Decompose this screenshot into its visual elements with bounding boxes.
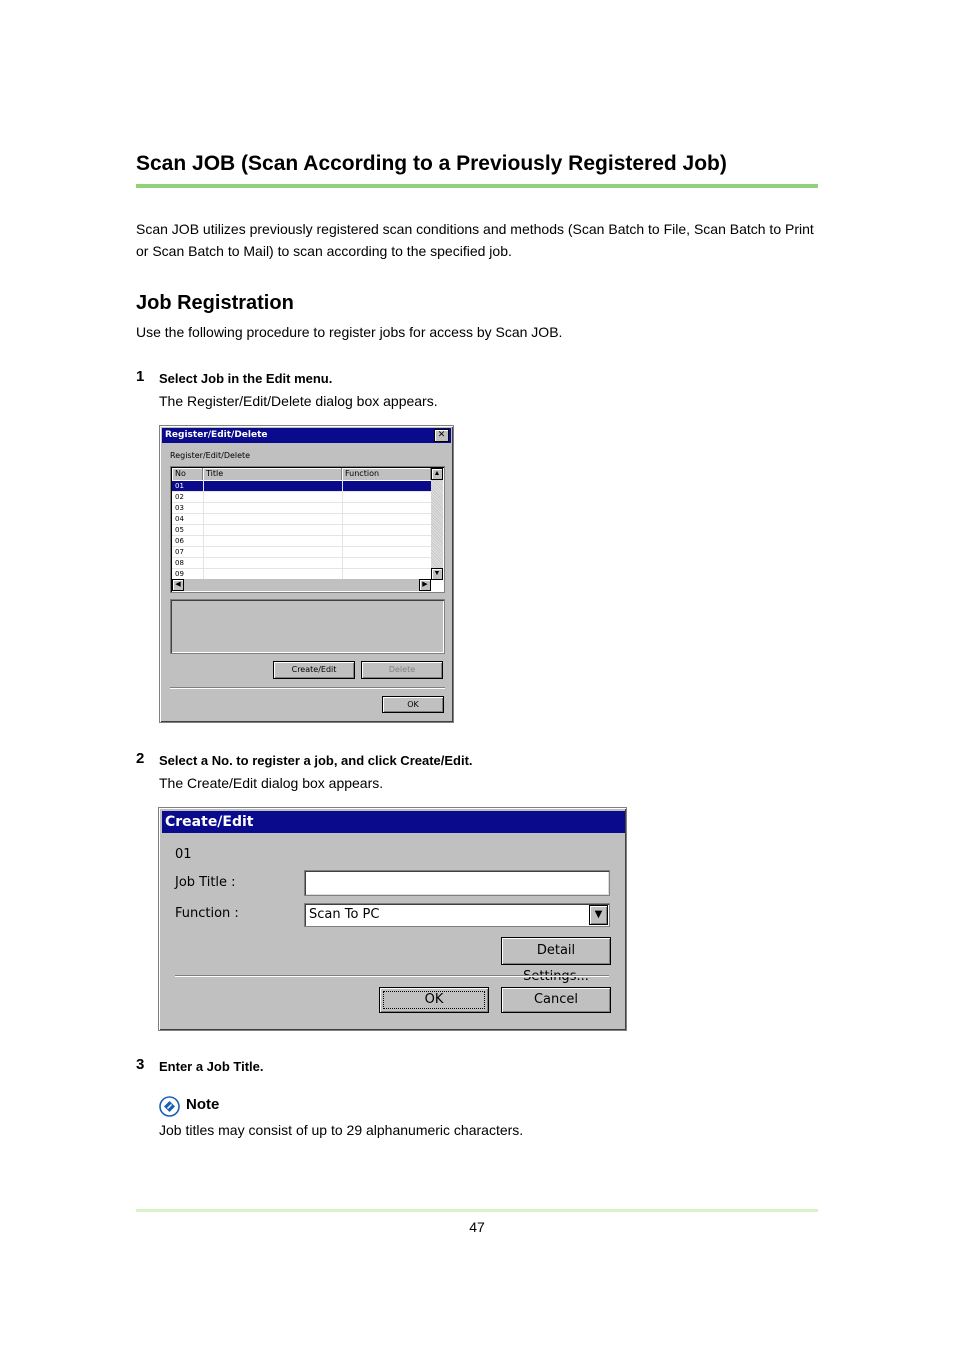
- note-text: Job titles may consist of up to 29 alphanumeric characters.: [159, 1122, 524, 1138]
- description-area: [170, 599, 445, 654]
- table-row[interactable]: [172, 503, 431, 514]
- table-row[interactable]: [172, 547, 431, 558]
- table-row[interactable]: [172, 536, 431, 547]
- section-intro: Use the following procedure to register jobs for access by Scan JOB.: [136, 324, 563, 340]
- scroll-down-icon[interactable]: ▼: [431, 568, 443, 580]
- row-number: 05: [175, 526, 184, 534]
- note-title: Note: [186, 1096, 220, 1113]
- step-description: The Create/Edit dialog box appears.: [159, 775, 384, 791]
- step-number: 1: [136, 368, 145, 385]
- job-title-label: Job Title :: [175, 875, 236, 890]
- function-label: Function :: [175, 906, 239, 921]
- heading-underline: [136, 184, 818, 188]
- detail-settings-button[interactable]: Detail: [501, 937, 611, 965]
- horizontal-scrollbar[interactable]: [172, 579, 431, 591]
- dialog-titlebar: [162, 811, 625, 833]
- cancel-button[interactable]: Cancel: [501, 987, 611, 1013]
- ok-button[interactable]: OK: [379, 987, 489, 1013]
- row-number: 04: [175, 515, 184, 523]
- scroll-right-icon[interactable]: ▶: [419, 579, 431, 591]
- page-number: 47: [469, 1219, 485, 1235]
- divider: [175, 975, 609, 977]
- row-number: 03: [175, 504, 184, 512]
- table-row[interactable]: [172, 492, 431, 503]
- page-heading: Scan JOB (Scan According to a Previously Registered Job): [136, 152, 727, 175]
- step-description: The Register/Edit/Delete dialog box appears.: [159, 393, 438, 409]
- delete-button[interactable]: Delete: [361, 661, 443, 679]
- row-number: 08: [175, 559, 184, 567]
- create-edit-dialog: [158, 807, 627, 1031]
- register-edit-delete-dialog: [159, 425, 454, 723]
- footer-rule: [136, 1209, 818, 1212]
- table-row[interactable]: [172, 481, 431, 492]
- intro-paragraph: Scan JOB utilizes previously registered scan conditions and methods (Scan Batch to File, Scan Batch to Print or Scan Batch to Mail) to scan according to the specified job.: [136, 221, 814, 259]
- dialog-title: Create/Edit: [165, 814, 254, 830]
- create-edit-button[interactable]: Create/Edit: [273, 661, 355, 679]
- ok-button[interactable]: OK: [382, 696, 444, 713]
- row-number: 01: [175, 482, 184, 490]
- job-number: 01: [175, 847, 192, 862]
- chevron-down-icon[interactable]: ▼: [589, 905, 608, 925]
- group-label: Register/Edit/Delete: [170, 451, 251, 460]
- column-header-function[interactable]: Function: [342, 468, 431, 480]
- row-number: 02: [175, 493, 184, 501]
- step-number: 3: [136, 1056, 145, 1073]
- job-list[interactable]: [170, 466, 445, 593]
- row-number: 09: [175, 570, 184, 578]
- dialog-titlebar: [162, 428, 451, 443]
- job-title-input[interactable]: [304, 870, 610, 896]
- table-row[interactable]: [172, 525, 431, 536]
- column-header-title[interactable]: Title: [203, 468, 342, 480]
- row-number: 07: [175, 548, 184, 556]
- scroll-left-icon[interactable]: ◀: [172, 579, 184, 591]
- divider: [170, 687, 445, 689]
- close-icon[interactable]: ✕: [434, 429, 449, 442]
- row-number: 06: [175, 537, 184, 545]
- table-row[interactable]: [172, 558, 431, 569]
- function-select[interactable]: [304, 903, 610, 927]
- step-title: Enter a Job Title.: [159, 1059, 264, 1074]
- step-number: 2: [136, 750, 145, 767]
- vertical-scrollbar[interactable]: [431, 468, 443, 580]
- step-title: Select Job in the Edit menu.: [159, 371, 333, 386]
- dialog-title: Register/Edit/Delete: [165, 430, 268, 440]
- table-row[interactable]: [172, 514, 431, 525]
- column-header-no[interactable]: No: [172, 468, 203, 480]
- section-heading: Job Registration: [136, 292, 294, 314]
- function-select-value: Scan To PC: [309, 907, 380, 922]
- step-title: Select a No. to register a job, and click Create/Edit.: [159, 753, 473, 768]
- scroll-up-icon[interactable]: ▲: [431, 468, 443, 480]
- note-icon: [159, 1096, 180, 1117]
